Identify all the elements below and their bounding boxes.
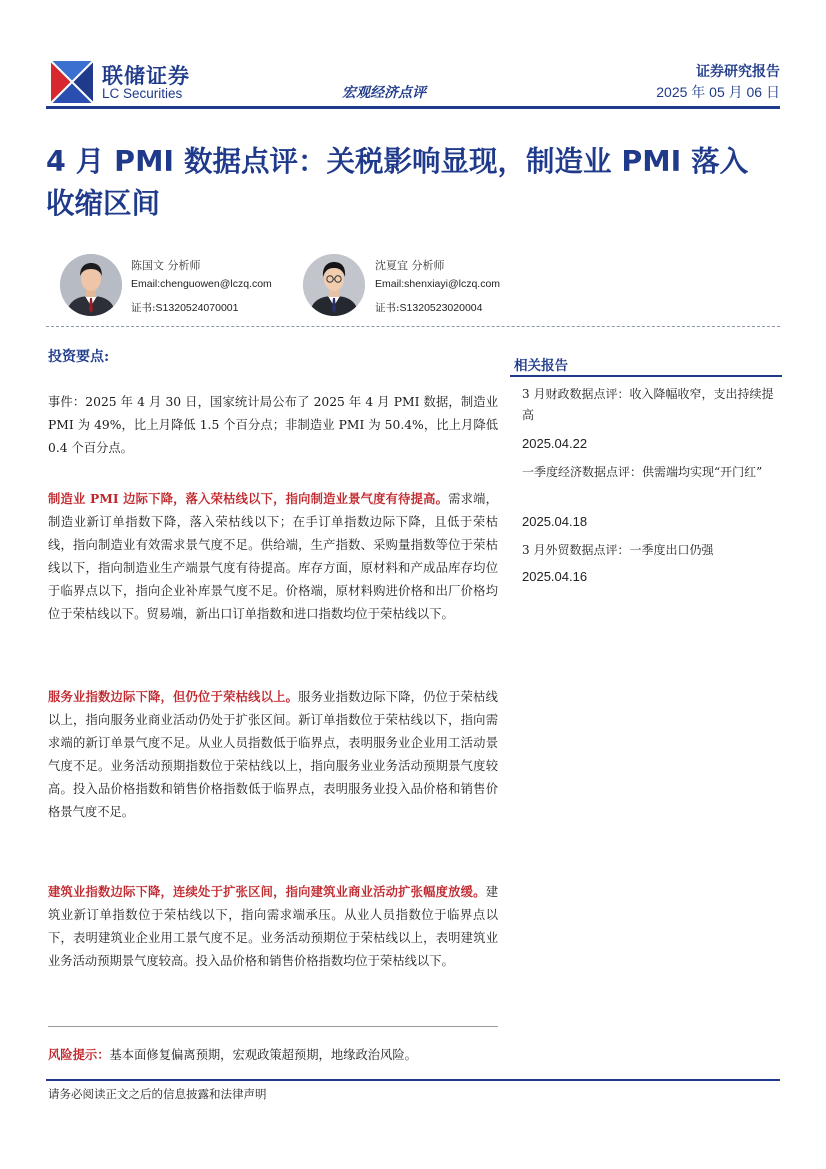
- paragraph-body: 需求端，制造业新订单指数下降，落入荣枯线以下；在手订单指数边际下降，且低于荣枯线，指向制造业有效需求景气度不足。供给端，生产指数、采购量指数等位于荣枯线以下，指向制造业生产端景气度有待提高。库存方面，原材料和产成品库存均位于临界点以下，指向企业补库景气度不足。价格端，原材料购进价格和出厂价格均位于荣枯线以下。贸易端，新出口订单指数和进口指数均位于荣枯线以下。: [48, 492, 498, 621]
- cert-label: 证书:: [131, 302, 156, 314]
- related-reports-heading: 相关报告: [514, 358, 568, 374]
- related-report-link[interactable]: 一季度经济数据点评：供需端均实现“开门红”: [522, 465, 763, 479]
- footer-disclaimer: 请务必阅读正文之后的信息披露和法律声明: [48, 1087, 267, 1101]
- risk-label: 风险提示：: [48, 1047, 110, 1062]
- paragraph-lead: 服务业指数边际下降，但仍位于荣枯线以上。: [48, 689, 299, 704]
- construction-paragraph: [48, 880, 498, 973]
- footer-divider: [46, 1079, 780, 1081]
- risk-warning: [48, 1045, 498, 1065]
- sidebar-divider: [510, 375, 782, 377]
- related-report-link[interactable]: 3 月外贸数据点评：一季度出口仍强: [522, 543, 714, 557]
- event-paragraph: 事件：2025 年 4 月 30 日，国家统计局公布了 2025 年 4 月 PMI 数据，制造业 PMI 为 49%，比上月降低 1.5 个百分点；非制造业 PMI 为 50.4%，比上月降低 0.4 个百分点。: [48, 395, 498, 455]
- risk-text: 基本面修复偏离预期，宏观政策超预期，地缘政治风险。: [109, 1048, 417, 1062]
- paragraph-lead: 制造业 PMI 边际下降，落入荣枯线以下，指向制造业景气度有待提高。: [48, 491, 449, 506]
- cert-number: S1320523020004: [399, 302, 483, 314]
- cert-label: 证书:: [375, 302, 400, 314]
- paragraph-body: 建筑业新订单指数位于荣枯线以下，指向需求端承压。从业人员指数位于临界点以下，表明建筑业企业用工景气度不足。业务活动预期位于荣枯线以上，表明建筑业业务活动预期景气度较高。投入品价格和销售价格指数均位于荣枯线以下。: [48, 885, 498, 968]
- services-paragraph: [48, 685, 498, 824]
- analyst-cert: [131, 300, 238, 315]
- risk-divider: [48, 1026, 498, 1027]
- analyst-photo-2: [303, 254, 365, 316]
- analyst-cert: [375, 300, 482, 315]
- related-report-link[interactable]: 3 月财政数据点评：收入降幅收窄，支出持续提高: [522, 387, 774, 422]
- company-logo-icon: [50, 60, 94, 104]
- manufacturing-paragraph: [48, 487, 498, 626]
- related-report-date: 2025.04.18: [522, 514, 588, 529]
- cert-number: S1320524070001: [155, 302, 239, 314]
- company-name-en: LC Securities: [102, 86, 183, 101]
- related-report-date: 2025.04.16: [522, 569, 588, 584]
- analyst-photo-1: [60, 254, 122, 316]
- report-type: 证券研究报告: [696, 64, 780, 80]
- analyst-name: 陈国文 分析师: [131, 259, 201, 272]
- related-report-date: 2025.04.22: [522, 436, 588, 451]
- report-title: 4 月 PMI 数据点评：关税影响显现，制造业 PMI 落入收缩区间: [46, 145, 749, 220]
- paragraph-lead: 建筑业指数边际下降，连续处于扩张区间，指向建筑业商业活动扩张幅度放缓。: [48, 884, 486, 899]
- header-divider: [46, 106, 780, 109]
- paragraph-body: 服务业指数边际下降，仍位于荣枯线以上，指向服务业商业活动仍处于扩张区间。新订单指数位于荣枯线以下，指向需求端的新订单景气度不足。从业人员指数低于临界点，表明服务业企业用工活动景气度不足。业务活动预期指数位于荣枯线以上，指向服务业业务活动预期景气度较高。投入品价格指数和销售价格指数低于临界点，表明服务业投入品价格和销售价格景气度不足。: [48, 690, 498, 819]
- investment-points-heading: 投资要点:: [48, 349, 110, 365]
- analyst-email[interactable]: Email:chenguowen@lczq.com: [131, 278, 272, 290]
- report-category: 宏观经济点评: [342, 85, 426, 101]
- analyst-email[interactable]: Email:shenxiayi@lczq.com: [375, 278, 501, 290]
- analyst-divider: [46, 326, 780, 327]
- report-date: 2025 年 05 月 06 日: [656, 84, 780, 100]
- analyst-name: 沈夏宜 分析师: [375, 259, 445, 272]
- company-name-cn: 联储证券: [102, 64, 190, 88]
